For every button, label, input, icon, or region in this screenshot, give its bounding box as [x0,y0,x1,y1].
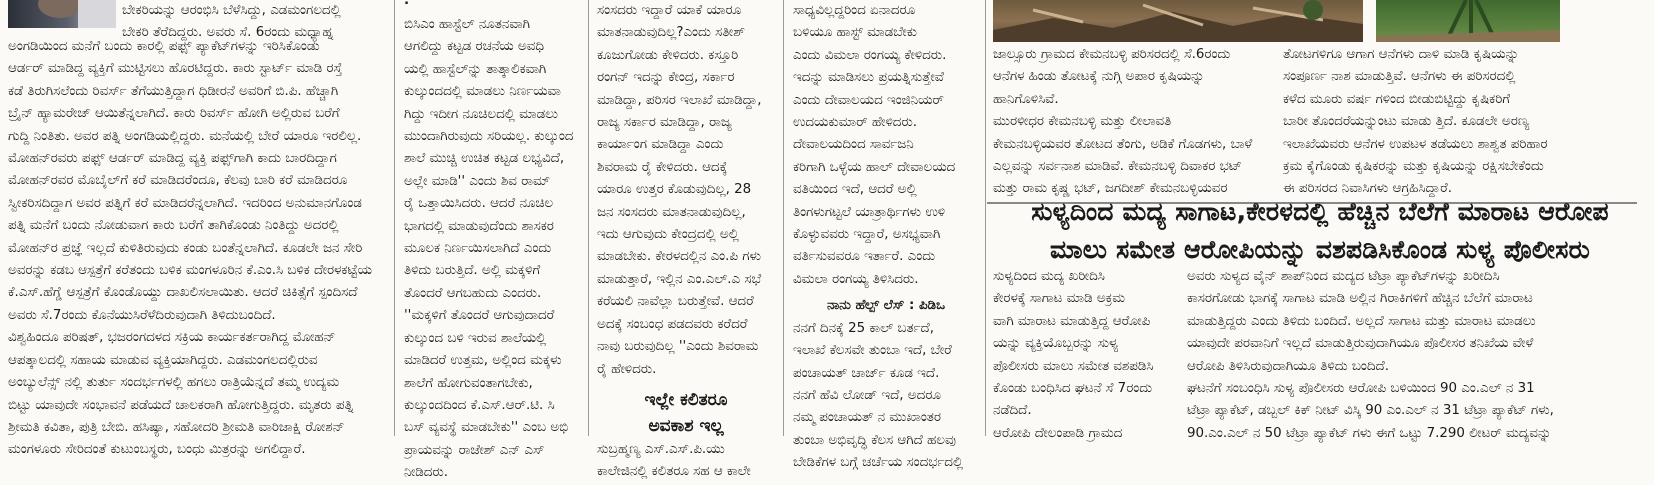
text-line: ಬಳಿಯೂ ಹಾಸ್ಟ್ ಮಾಡಬೇಕು [793,25,917,41]
text-line: ಸುಬ್ರಹ್ಮಣ್ಯ ಎಸ್.ಎಸ್.ಪಿ.ಯು [597,441,725,457]
text-line: ರೈ ಒತ್ತಾಯಿಸಿದರು. ಆದರೆ ನೂಚಿಲ [404,196,554,212]
text-line: ಕ್ರಮ ಕೈಗೊಂಡು ಕೃಷಿಕರನ್ನು ಮತ್ತು ಕೃಷಿಯನ್ನು ರಕ್ಷಿಸಬೇಕೆಂದು [1283,159,1544,175]
article-column-4 [793,0,979,475]
text-line: ಎಂದು ದೇವಾಲಯದ ಇಂಜಿನಿಯರ್ [793,92,944,108]
text-line: ಶಿವರಾಮ ರೈ ಕೇಳಿದರು. ಆದಕ್ಕೆ [597,159,728,175]
text-line: ಮೋಹನ್‌ರವರು ಪಫ್ಸ್ ಆರ್ಡರ್ ಮಾಡಿದ್ದ ವ್ಯಕ್ತಿ ಪಫ್ಸ್‌ಗಾಗಿ ಕಾದು ಬಾರದಿದ್ದಾಗ [8,151,337,167]
text-line: ಕೊಳ್ಳುವವರು ಇದ್ದಾರೆ, ಅಸಭ್ಯವಾಗಿ [793,227,941,243]
text-line: ತಿಳಿದು ಬರುತ್ತಿದೆ. ಅಲ್ಲಿ ಮಕ್ಕಳಿಗೆ [404,263,541,279]
subhead: ಇಲ್ಲೇ ಕಲಿತರೂ [644,389,728,410]
text-line: ಬೇಡಿಕೆಗಳ ಬಗ್ಗೆ ಚರ್ಚೆಯ ಸಂದರ್ಭದಲ್ಲಿ [793,455,964,471]
text-line: ವಿಮಲಾ ರಂಗಯ್ಯ ತಿಳಿಸಿದರು. [793,271,919,287]
subhead: ಅವಕಾಶ ಇಲ್ಲ [648,415,724,436]
text-line: ಉದಯಕುಮಾರ್ ಹೇಳಿದರು. [793,115,918,131]
text-line: ಈ ಪರಿಸರದ ನಿವಾಸಿಗಳು ಆಗ್ರಹಿಸಿದ್ದಾರೆ. [1283,181,1452,197]
text-line: ಅಲ್ಲೇ ಮಾಡಿ'' ಎಂದು ಶಿವ ರಾಮ್ [404,173,551,189]
text-line: ಬಿಟ್ಟು ಯಾವುದೇ ಸಂಭಾವನೆ ಪಡೆಯದೆ ಚಾಲಕರಾಗಿ ಹೋಗುತ್ತಿದ್ದರು. ಮೃತರು ಪತ್ನಿ [8,397,354,413]
elephant-damage-photo-2 [1376,0,1560,42]
column-divider [588,0,589,436]
text-line: ಎಂದು ವಿಮಲಾ ರಂಗಯ್ಯ ಕೇಳಿದರು. [793,47,947,63]
text-line: ದೇವಾಲಯದಿಂದ ಸಾರ್ವಜನಿ [793,137,914,153]
text-line: ಇದು ಆಗುವುದು ಕೇಂದ್ರದಲ್ಲಿ ಅಲ್ಲಿ [597,227,739,243]
text-line: ಭಾಗದಲ್ಲಿ ಮಾಡುವುದೆಂದು ಶಾಸಕರ [404,218,554,234]
text-line: ಆರೋಪಿ ತಿಳಿಸಿರುವುದಾಗಿಯೂ ತಿಳಿದು ಬಂದಿದೆ. [1187,358,1389,374]
text-line: ಟೆಟ್ರಾ ಪ್ಯಾಕೆಟ್, ಡಬ್ಬಲ್ ಕಿಕ್ ನೀಟ್ ವಿಸ್ಕಿ 90 ಎಂ.ಎಲ್ ನ 31 ಟೆಟ್ರಾ ಪ್ಯಾಕೆಟ್ ಗಳು, [1187,403,1554,419]
portrait-photo [8,0,116,28]
text-line: ಅಂಗಡಿಯಿಂದ ಮನೆಗೆ ಬಂದು ಕಾರಲ್ಲಿ ಪಫ್ಸ್ ಪ್ಯಾಕೆಟ್‌ಗಳನ್ನು ಇರಿಸಿಕೊಂಡು [8,39,320,54]
text-line: ವತಿಯಿಂದ ಇದೆ, ಆದರೆ ಅಲ್ಲಿ [793,182,917,198]
text-line: ಕೂಜುಗೋಡು ಕೇಳಿದರು. ಕಸ್ತೂರಿ [597,47,739,63]
text-line: ಅವರು ಸೆ.7ರಂದು ಕೊನೆಯುಸಿರೆಳೆದಿರುವುದಾಗಿ ತಿಳಿದುಬಂದಿದೆ. [8,307,276,323]
text-line: ಅವರು ಸುಳ್ಯದ ವೈನ್ ಶಾಪ್‌ನಿಂದ ಮದ್ಯದ ಟೆಟ್ರಾ ಪ್ಯಾಕೆಟ್‌ಗಳನ್ನು ಖರೀದಿಸಿ [1187,269,1500,284]
text-line: ಆರ್ಡರ್ ಮಾಡಿದ್ದ ವ್ಯಕ್ತಿಗೆ ಮುಟ್ಟಿಸಲು ಹೊರಟಿದ್ದರು. ಕಾರು ಸ್ಟಾರ್ಟ್ ಮಾಡಿ ರಸ್ತೆ [8,61,343,77]
text-line: ಜನ ಸಂಸದರು ಮಾತನಾಡುವುದಿಲ್ಲ, [597,204,746,220]
text-line: ಸಾಧ್ಯವಿಲ್ಲದ್ದರಿಂದ ಏನಾದರೂ [793,3,916,18]
text-line: ಕೊಂಡು ಬಂಧಿಸಿದ ಘಟನೆ ಸೆ 7ರಂದು [993,381,1153,397]
text-line: ಘಟನೆಗೆ ಸಂಬಂಧಿಸಿ ಸುಳ್ಯ ಪೊಲೀಸರು ಆರೋಪಿ ಬಳಿಯಿಂದ 90 ಎಂ.ಎಲ್ ನ 31 [1187,381,1535,397]
text-line: ಮಾತನಾಡುವುದಿಲ್ಲ?ಎಂದು ಸತೀಶ್ [597,25,745,41]
text-line: ನಡೆದಿದೆ. [993,403,1032,419]
text-line: ಆನೆಗಳ ಹಿಂಡು ತೋಟಕ್ಕೆ ನುಗ್ಗಿ ಅಪಾರ ಕೃಷಿಯನ್ನು [993,69,1205,85]
text-line: ಯಾವುದೇ ಪರವಾನಿಗೆ ಇಲ್ಲದೆ ಮಾಡುತ್ತಿರುವುದಾಗಿಯೂ ಪೊಲೀಸರ ತನಿಖೆಯ ವೇಳೆ [1187,336,1534,352]
article-column-5 [993,44,1275,201]
text-line: ಕರೆಯಲಿ ನಾವೆಲ್ಲಾ ಬರುತ್ತೇವೆ. ಆದರೆ [597,294,754,310]
column-divider [394,0,395,436]
text-line: ಕಡೆ ತಿರುಗಿಸಲೆಂದು ರಿವರ್ಸ್ ತೆಗೆಯುತ್ತಿದ್ದಾಗ ಧಿಡೀರನೆ ಅವರಿಗೆ ಬಿ.ಪಿ. ಹೆಚ್ಚಾಗಿ [8,83,339,99]
text-line: ನನಗೆ ಹೆವಿ ಲೋಡ್ ಇದೆ, ಅದರೂ [793,387,941,403]
text-line: ಮತ್ತು ರಾಮ ಕೃಷ್ಣ ಭಟ್, ಜಗದೀಶ್ ಕೇಮನಬಳ್ಳಿಯವರ [993,181,1228,197]
text-line: ಮಾಡುತ್ತಿದ್ದರು ಎಂದು ತಿಳಿದು ಬಂದಿದೆ. ಅಲ್ಲದೆ ಸಾಗಾಟ ಮತ್ತು ಮಾರಾಟ ಮಾಡಲು [1187,313,1536,329]
article-column-3 [597,0,775,484]
text-line: ವಾಗಿ ಮಾರಾಟ ಮಾಡುತ್ತಿದ್ದ ಆರೋಪಿ [993,313,1151,329]
text-line: ಅಂಬ್ಯುಲೆನ್ಸ್ ನಲ್ಲಿ ತುರ್ತು ಸಂದರ್ಭಗಳಲ್ಲಿ ಹಗಲು ರಾತ್ರಿಯೆನ್ನದೆ ತಮ್ಮ ಉದ್ಯಮ [8,375,340,391]
subhead: ನಾನು ಹೆಲ್ಪ್ ಲೆಸ್ : ಪಿಡಿಒ [827,298,945,314]
text-line: ಪತ್ನಿ ಮನೆಗೆ ಬಂದು ನೋಡುವಾಗ ಕಾರು ಬರೆಗೆ ತಾಗಿಕೊಂಡು ನಿಂತಿದ್ದು ಅದರಲ್ಲಿ [8,218,339,234]
text-line: ಮೋಹನ್‌ರವರ ಮೊಬೈಲ್‌ಗೆ ಕರೆ ಮಾಡಿದರೆಂದೂ, ಕೆಲವು ಬಾರಿ ಕರೆ ಮಾಡಿದರೂ [8,173,348,189]
text-line: ಗಿದ್ದು ಇದೀಗ ನೂಚಿಲದಲ್ಲಿ ಮಾಡಲು [404,106,559,122]
text-line: ''ಮಕ್ಕಳಿಗೆ ತೊಂದರೆ ಆಗುವುದಾದರೆ [404,308,555,324]
text-line: ಸ್ವೀಕರಿಸದಿದ್ದಾಗ ಅವರ ಪತ್ನಿಗೆ ಕರೆ ಮಾಡಿದರೆನ್ನಲಾಗಿದೆ. ಇದರಿಂದ ಅನುಮಾನಗೊಂಡ [8,195,362,211]
text-line: ಯಲ್ಲಿ ಹಾಸ್ಟೆಲ್‌ನ್ನು ತಾತ್ಕಾಲಿಕವಾಗಿ [404,61,547,77]
text-line: ಮುಂದಾಗಿರುವುದು ಸರಿಯಲ್ಲ. ಕುಲ್ಕುಂದ [404,129,574,145]
text-line: ಸಂಸದರು ಇದ್ದಾರೆ ಯಾಕೆ ಯಾರೂ [597,3,742,18]
text-line: ಇಲಾಖೆಯವರು ಆನೆಗಳ ಉಪಟಳ ತಡೆಯಲು ಶಾಶ್ವತ ಪರಿಹಾರ [1283,136,1548,152]
text-line: ಕಳೆದ ಮೂರು ವರ್ಷ ಗಳಿಂದ ಬೀಡುಬಿಟ್ಟಿದ್ದು ಕೃಷಿಕರಿಗೆ [1283,91,1511,107]
article-column-6 [1283,44,1563,201]
text-line: ಆಗಲಿದ್ದು ಕಟ್ಟಡ ರಚನೆಯ ಅವಧಿ [404,39,544,55]
text-line: ಬಿಸಿಎಂ ಹಾಸ್ಟೆಲ್ ನೂತನವಾಗಿ [404,17,530,32]
text-line: ಬಸ್ ವ್ಯವಸ್ಥೆ ಮಾಡಬೇಕು'' ಎಂಬ ಅಭಿ [404,420,569,436]
text-line: ರೈ ಹೇಳಿದರು. [597,361,657,377]
text-line: ಮುರಳೀಧರ ಕೇಮನಬಳ್ಳಿ ಮತ್ತು ಲೀಲಾವತಿ [993,114,1172,130]
text-line: ಇದನ್ನು ಮಾಡಿಸಲು ಪ್ರಯತ್ನಿಸುತ್ತೇವೆ [793,70,944,86]
text-line: ಕುಲ್ಕುಂದದಿಂದ ಕೆ.ಎಸ್.ಆರ್.ಟಿ. ಸಿ [404,397,555,413]
text-line: ಬ್ರೈನ್ ಹ್ಯಾಮರೇಜ್ ಆಯಿತೆನ್ನಲಾಗಿದೆ. ಕಾರು ರಿವರ್ಸ್ ಹೋಗಿ ಅಲ್ಲಿರುವ ಬರೆಗೆ [8,106,340,122]
text-line: ಹಾನಿಗೊಳಿಸಿವೆ. [993,91,1059,107]
text-line: ಕೇಮನಬಳ್ಳಿಯವರ ತೋಟದ ತೆಂಗು, ಅಡಿಕೆ ಗೊಡಗಳು, ಬಾಳೆ [993,136,1253,152]
text-line: ಶಾಲೆ ಮುಚ್ಚಿ ಉಚಿತ ಕಟ್ಟಡ ಲಭ್ಯವಿದೆ, [404,151,565,167]
text-line: ಸಂಪೂರ್ಣ ನಾಶ ಮಾಡುತ್ತಿವೆ. ಆನೆಗಳು ಈ ಪರಿಸರದಲ್ಲಿ [1283,69,1516,85]
text-line: ಆರೋಪಿ ದೇಲಂಪಾಡಿ ಗ್ರಾಮದ [993,425,1123,441]
text-line: ಆಪತ್ಕಾಲದಲ್ಲಿ ಸಹಾಯ ಮಾಡುವ ವ್ಯಕ್ತಿಯಾಗಿದ್ದರು. ಎಡಮಂಗಲದಲ್ಲಿರುವ [8,352,318,368]
text-line: ನನಗೆ ದಿನಕ್ಕೆ 25 ಕಾಲ್ ಬರ್ತದೆ, [793,320,934,336]
text-line: ಮಾಡಿದರೆ ಉತ್ತಮ, ಅಲ್ಲಿಂದ ಮಕ್ಕಳು [404,353,562,369]
column-divider [985,0,986,436]
text-line: ಪಂಚಾಯತ್ ಚಾರ್ಜ್ ಕೂಡ ಇದೆ. [793,365,940,381]
text-line: ಜಾಲ್ಸೂರು ಗ್ರಾಮದ ಕೇಮನಬಳ್ಳಿ ಪರಿಸರದಲ್ಲಿ ಸೆ.6ರಂದು [993,47,1231,62]
text-line: ತಿಂಗಳುಗಟ್ಟಲೆ ಯಾತ್ರಾರ್ಥಿಗಳು ಉಳಿ [793,204,946,220]
text-line: ಕೆ.ಎಸ್.ಹೆಗ್ಡೆ ಆಸ್ಪತ್ರೆಗೆ ಕೊಂಡೊಯ್ದು ದಾಖಲಿಸಲಾಯಿತು. ಆದರೆ ಚಿಕಿತ್ಸೆಗೆ ಸ್ಪಂದಿಸದೆ [8,285,358,301]
article-column-1-body [8,36,390,462]
text-line: ಅದಕ್ಕೆ ಸಂಬಂಧ ಪಡದವರು ಕರೆದರೆ [597,316,748,332]
article-column-8 [1187,266,1563,445]
text-line: ತೊಂದರೆ ಆಗಬಹುದು ಎಂದರು. [404,285,542,301]
text-line: ಕಾಲೇಜಿನಲ್ಲಿ ಕಲಿತರೂ ಸಹ ಆ ಕಾಲೇ [597,464,751,480]
text-line: ಮಾಡಿದ್ದಾ, ಪರಿಸರ ಇಲಾಖೆ ಮಾಡಿದ್ದಾ, [597,92,762,108]
headline-line-2: ಮಾಲು ಸಮೇತ ಆರೋಪಿಯನ್ನು ವಶಪಡಿಸಿಕೊಂಡ ಸುಳ್ಯ ಪೊಲೀಸರು [1049,235,1591,264]
text-line: ಯಾರೂ ಉತ್ತರ ಕೊಡುವುದಿಲ್ಲ, 28 [597,182,752,198]
text-line: ಮಾಡುತ್ತಾರೆ, ಇಲ್ಲಿನ ಎಂ.ಎಲ್.ಎ ಸಭೆ [597,271,762,287]
text-line: ಕುಲ್ಕುಂದದಲ್ಲಿ ಮಾಡಲು ನಿರ್ಣಯವಾ [404,84,561,100]
text-line: 90.ಎಂ.ಎಲ್ ನ 50 ಟೆಟ್ರಾ ಪ್ಯಾಕೆಟ್ ಗಳು ಈಗೆ ಒಟ್ಟು 7.290 ಲೀಟರ್ ಮದ್ಯವನ್ನು [1187,425,1552,441]
text-line: ಸುಳ್ಯದಿಂದ ಮದ್ಯ ಖರೀದಿಸಿ [993,269,1105,284]
text-line: ಇಲಾಖೆ ಕೆಲಸವೇ ತುಂಬಾ ಇದೆ, ಬೇರೆ [793,343,952,359]
text-line: ಮೋಹನ್‌ರ ಪ್ರಜ್ಞೆ ಇಲ್ಲದೆ ಕುಳಿತಿರುವುದು ಕಂಡು ಬಂತೆನ್ನಲಾಗಿದೆ. ಕೂಡಲೇ ಜನ ಸೇರಿ [8,240,363,256]
text-line: ಕೇರಳಕ್ಕೆ ಸಾಗಾಟ ಮಾಡಿ ಅಕ್ರಮ [993,291,1125,307]
text-line: ಬಾರೀ ತೊಂದರೆಯನ್ನುಂಟು ಮಾಡು ತ್ತಿದೆ. ಕೂಡಲೇ ಅರಣ್ಯ [1283,114,1530,130]
text-line: ರಂಗನ್ ಇದನ್ನು ಕೇಂದ್ರ, ಸರ್ಕಾರ [597,70,735,86]
text-line: ವಿಶ್ವಹಿಂದೂ ಪರಿಷತ್, ಭಜರಂಗದಳದ ಸಕ್ರಿಯ ಕಾರ್ಯಕರ್ತರಾಗಿದ್ದ ಮೋಹನ್ [8,330,336,346]
text-line: ಶಾಲೆಗೆ ಹೋಗುವಂತಾಗಬೇಕು, [404,375,533,391]
text-line: ಯನ್ನು ವ್ಯಕ್ತಿಯೊಬ್ಬರನ್ನು ಸುಳ್ಯ [993,336,1119,352]
text-line: ಕರಿಗಾಗಿ ಒಳ್ಳೆಯ ಹಾಲ್ ದೇವಾಲಯದ [793,159,956,175]
text-line: ರಾಜ್ಯ ಸರ್ಕಾರ ಮಾಡಿದ್ದಾ, ರಾಜ್ಯ [597,115,732,131]
text-line: ಪೊಲೀಸರು ಮಾಲು ಸಮೇತ ವಶಪಡಿಸಿ [993,358,1154,374]
article-column-2 [404,0,582,485]
text-line: ಕುಲ್ಕುಂದ ಬಳಿ ಇರುವ ಶಾಲೆಯಲ್ಲಿ [404,330,547,346]
text-line: ಶ್ರೀಮತಿ ಕವಿತಾ, ಪುತ್ರಿ ಬೇಬಿ. ಹಸಿಷ್ಯಾ, ಸಹೋದರಿ ಶ್ರೀಮತಿ ವಾರಿಜಾಕ್ಷಿ ರೋಶನ್ [8,419,345,435]
text-line: ತೋಟಗಳಿಗೂ ಆಗಾಗ ಆನೆಗಳು ದಾಳಿ ಮಾಡಿ ಕೃಷಿಯನ್ನು [1283,47,1520,62]
column-divider [783,0,784,436]
text-line: ತುಂಬಾ ಅಭಿವೃದ್ಧಿ ಕೆಲಸ ಆಗಿದೆ ಹಲವು [793,432,956,448]
text-line: ವರ್ತಿಸುವವರೂ ಇರ್ತಾರೆ. ಎಂದು [793,249,936,265]
text-line: ಕಾಸರಗೋಡು ಭಾಗಕ್ಕೆ ಸಾಗಾಟ ಮಾಡಿ ಅಲ್ಲಿನ ಗಿರಾಕಿಗಳಿಗೆ ಹೆಚ್ಚಿನ ಬೆಲೆಗೆ ಮಾರಾಟ [1187,291,1533,307]
text-line: ಎಲ್ಲವನ್ನು ಸರ್ವನಾಶ ಮಾಡಿವೆ. ಕೇಮನಬಳ್ಳಿ ದಿವಾಕರ ಭಟ್ [993,159,1242,175]
headline-line-1: ಸುಳ್ಯದಿಂದ ಮದ್ಯ ಸಾಗಾಟ,ಕೇರಳದಲ್ಲಿ ಹೆಚ್ಚಿನ ಬೆಲೆಗೆ ಮಾರಾಟ ಆರೋಪ [1031,197,1609,226]
text-line: ನಮ್ಮ ಪಂಚಾಯತ್ ನ ಮುಖಾಂತರ [793,410,941,426]
text-line: ಗುದ್ದಿ ನಿಂತಿತು. ಅವರ ಪತ್ನಿ ಅಂಗಡಿಯಲ್ಲಿದ್ದರು. ಮನೆಯಲ್ಲಿ ಬೇರೆ ಯಾರೂ ಇರಲಿಲ್ಲ. [8,128,362,144]
text-line: ನೀಡಿದರು. [404,465,448,481]
text-line: ಪ್ರಾಯವನ್ನು ರಾಜೇಶ್ ಎನ್ ಎಸ್ [404,442,545,458]
elephant-damage-photo-1 [993,0,1363,42]
text-line: ಬೇಕರಿ ತೆರೆದಿದ್ದರು. ಅವರು ಸೆ. 6ರಂದು ಮಧ್ಯಾಹ್ನ [122,25,334,41]
article-column-7 [993,266,1175,445]
text-line: ಮಾಡಬೇಕು. ಕೇರಳದಲ್ಲಿನ ಎಂ.ಪಿ ಗಳು [597,249,761,265]
text-line: ಅವರನ್ನು ಕಡಬ ಆಸ್ಪತ್ರೆಗೆ ಕರೆತಂದು ಬಳಿಕ ಮಂಗಳೂರಿನ ಕೆ.ಎಂ.ಸಿ ಬಳಿಕ ದೇರಳಕಟ್ಟೆಯ [8,263,372,279]
text-line: ಕಾರ್ಯಾಂಗ ಮಾಡಿದ್ದಾ ಎಂದು [597,137,724,153]
subhead-fragment: . [404,0,410,8]
text-line: ನಾವು ಬರುವುದಿಲ್ಲ ''ಎಂದು ಶಿವರಾಮ [597,339,759,355]
text-line: ಮಂಗಳೂರು ಸೇರಿದಂತೆ ಕುಟುಂಬಸ್ಥರು, ಬಂಧು ಮಿತ್ರರನ್ನು ಅಗಲಿದ್ದಾರೆ. [8,442,306,458]
text-line: ಮೂಲಕ ನಿರ್ಣಯಿಸಲಾಗಿದೆ ಎಂದು [404,241,552,257]
text-line: ಬೇಕರಿಯನ್ನು ಆರಂಭಿಸಿ ಬೆಳೆಸಿದ್ದು, ಎಡಮಂಗಲದಲ್ಲಿ [122,3,341,18]
